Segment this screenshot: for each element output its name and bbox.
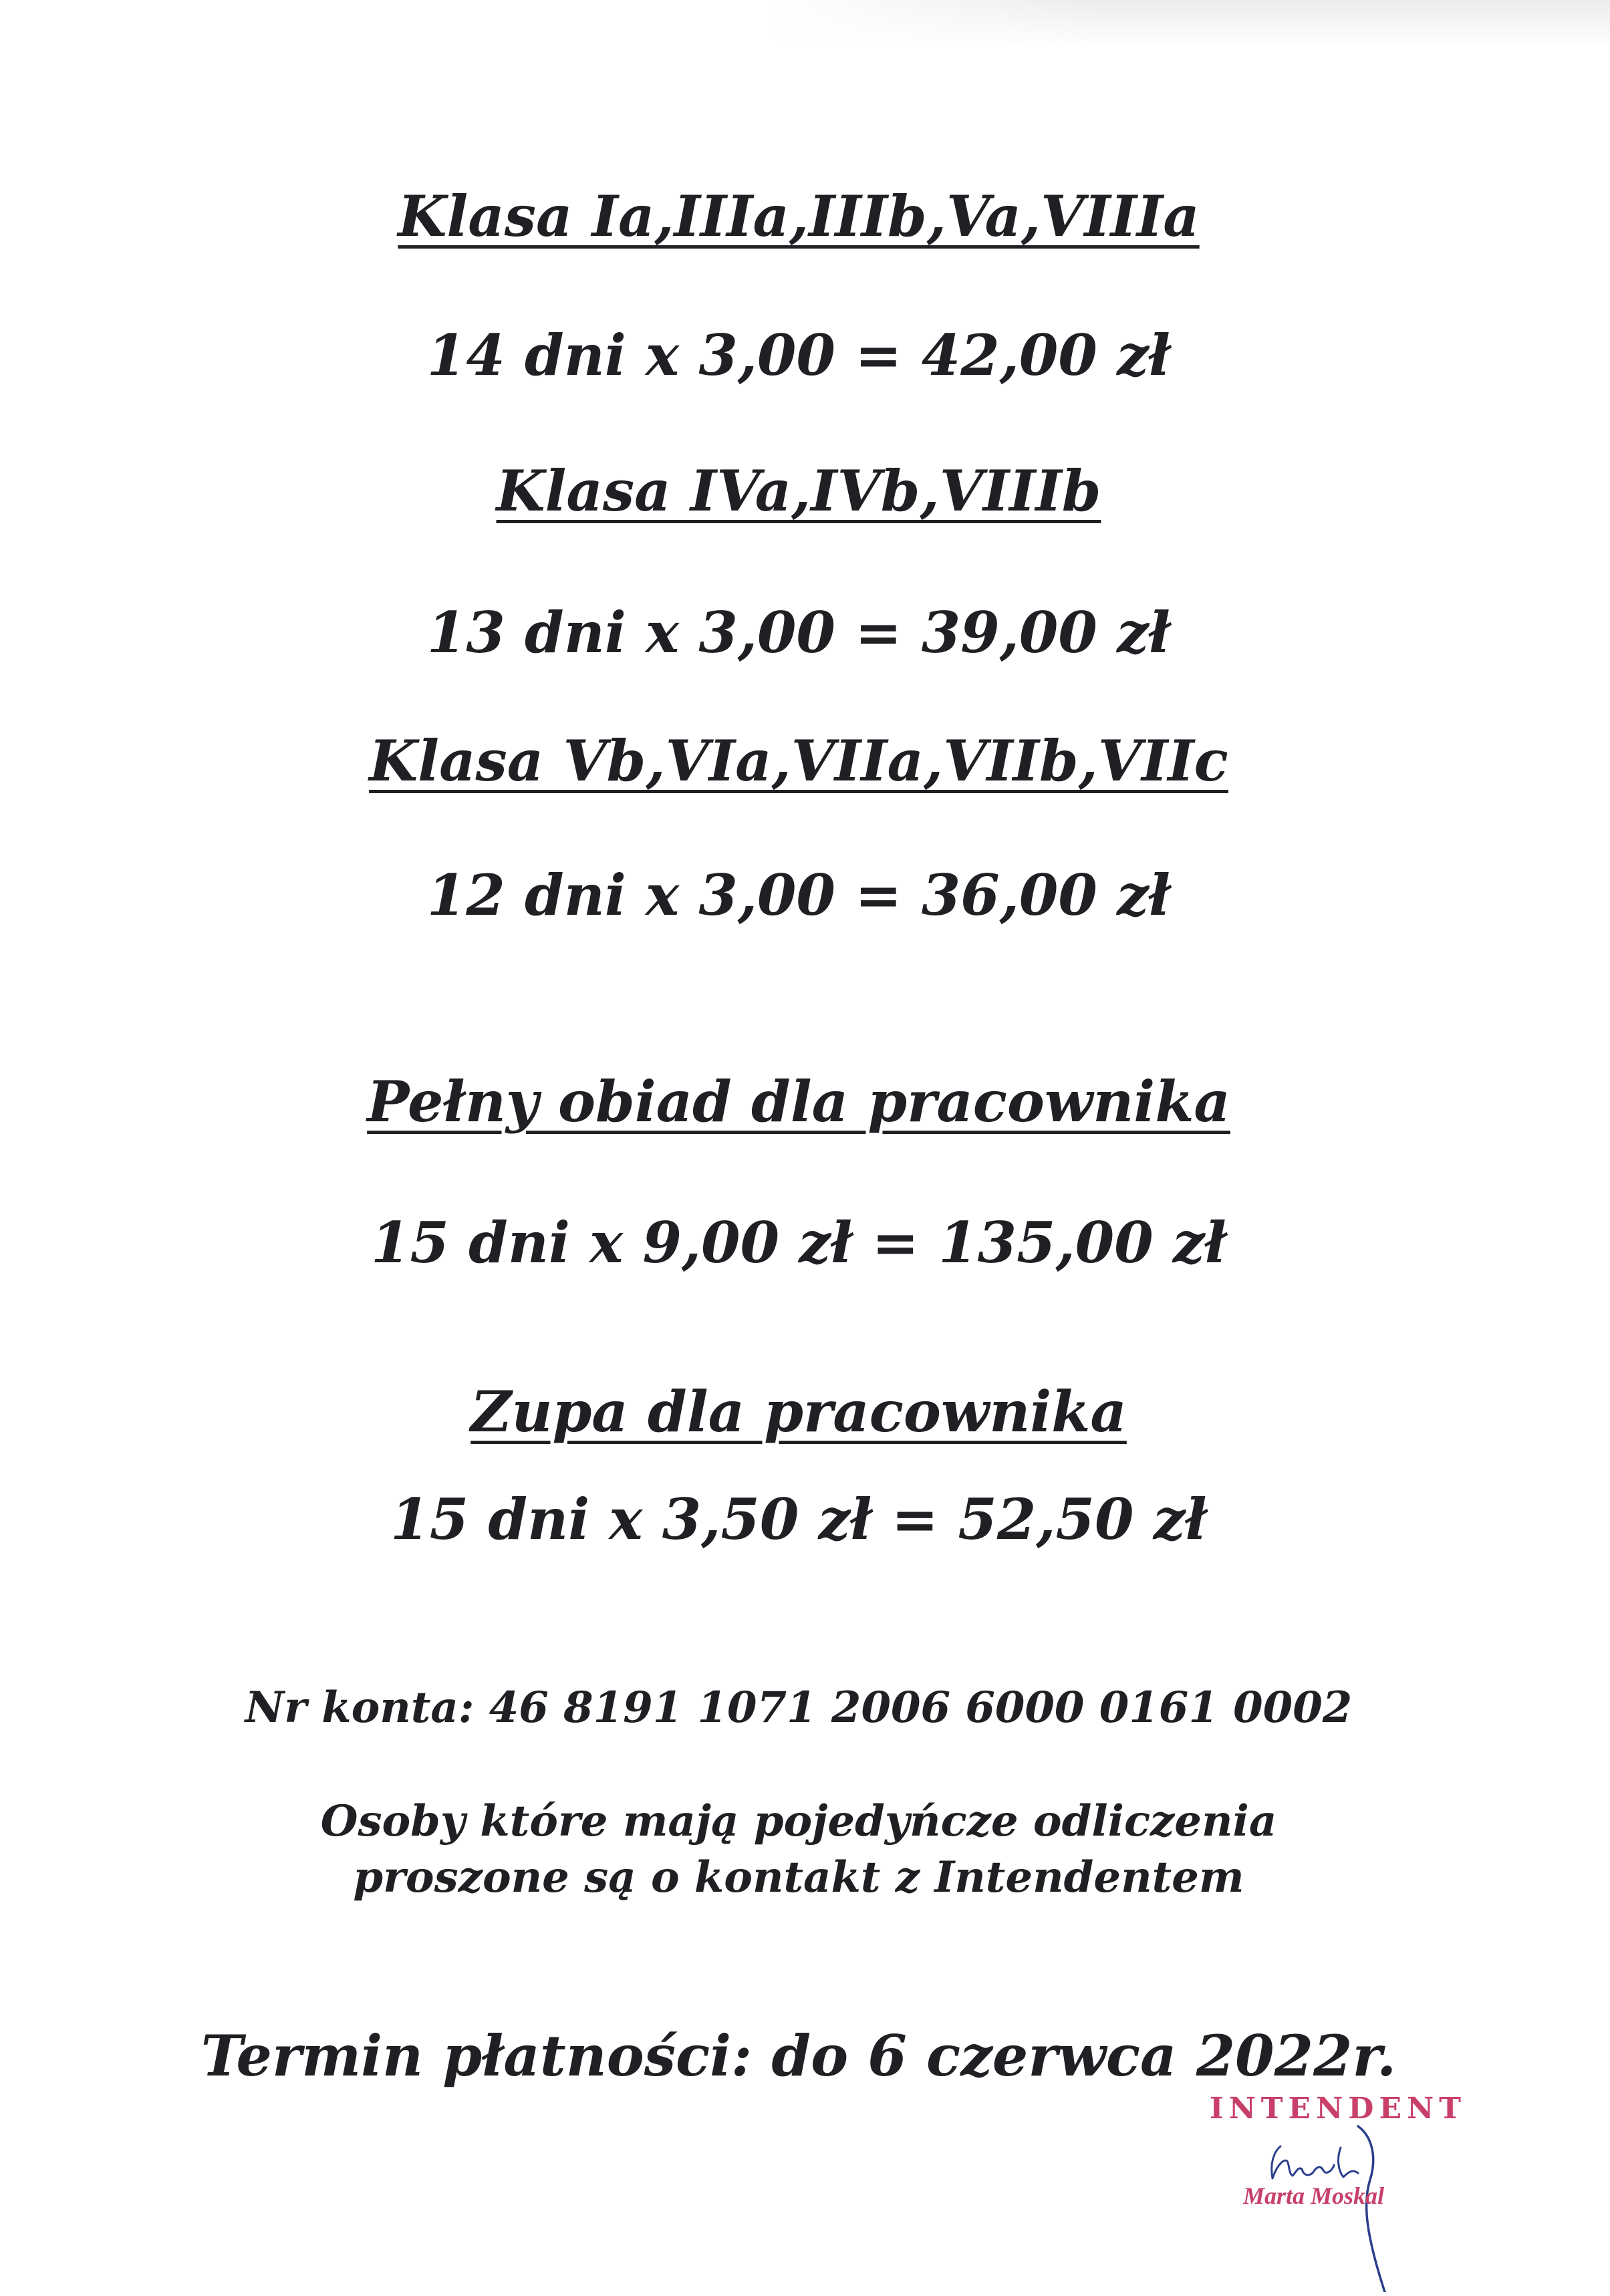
- stamp-title: INTENDENT: [1210, 2092, 1466, 2126]
- bank-account-number: Nr konta: 46 8191 1071 2006 6000 0161 0002: [245, 1683, 1353, 1733]
- section-calculation-class-1: 14 dni x 3,00 = 42,00 zł: [426, 322, 1171, 388]
- section-calculation-class-3: 12 dni x 3,00 = 36,00 zł: [426, 862, 1171, 928]
- section-heading-staff-meal: Pełny obiad dla pracownika: [367, 1068, 1230, 1135]
- section-heading-class-2: Klasa IVa,IVb,VIIIb: [496, 458, 1101, 524]
- scan-edge-shadow: [769, 0, 1610, 47]
- notice-line-2: proszone są o kontakt z Intendentem: [353, 1852, 1244, 1902]
- section-heading-class-1: Klasa Ia,IIIa,IIIb,Va,VIIIa: [398, 183, 1200, 249]
- section-heading-class-3: Klasa Vb,VIa,VIIa,VIIb,VIIc: [369, 728, 1228, 794]
- section-calculation-staff-meal: 15 dni x 9,00 zł = 135,00 zł: [371, 1209, 1226, 1276]
- section-heading-staff-soup: Zupa dla pracownika: [471, 1379, 1127, 1445]
- section-calculation-staff-soup: 15 dni x 3,50 zł = 52,50 zł: [390, 1486, 1207, 1552]
- stamp-name: Marta Moskal: [1243, 2182, 1385, 2209]
- payment-deadline: Termin płatności: do 6 czerwca 2022r.: [200, 2023, 1397, 2089]
- section-calculation-class-2: 13 dni x 3,00 = 39,00 zł: [426, 599, 1171, 666]
- intendent-stamp: [1210, 2092, 1464, 2292]
- notice-line-1: Osoby które mają pojedyńcze odliczenia: [320, 1796, 1277, 1846]
